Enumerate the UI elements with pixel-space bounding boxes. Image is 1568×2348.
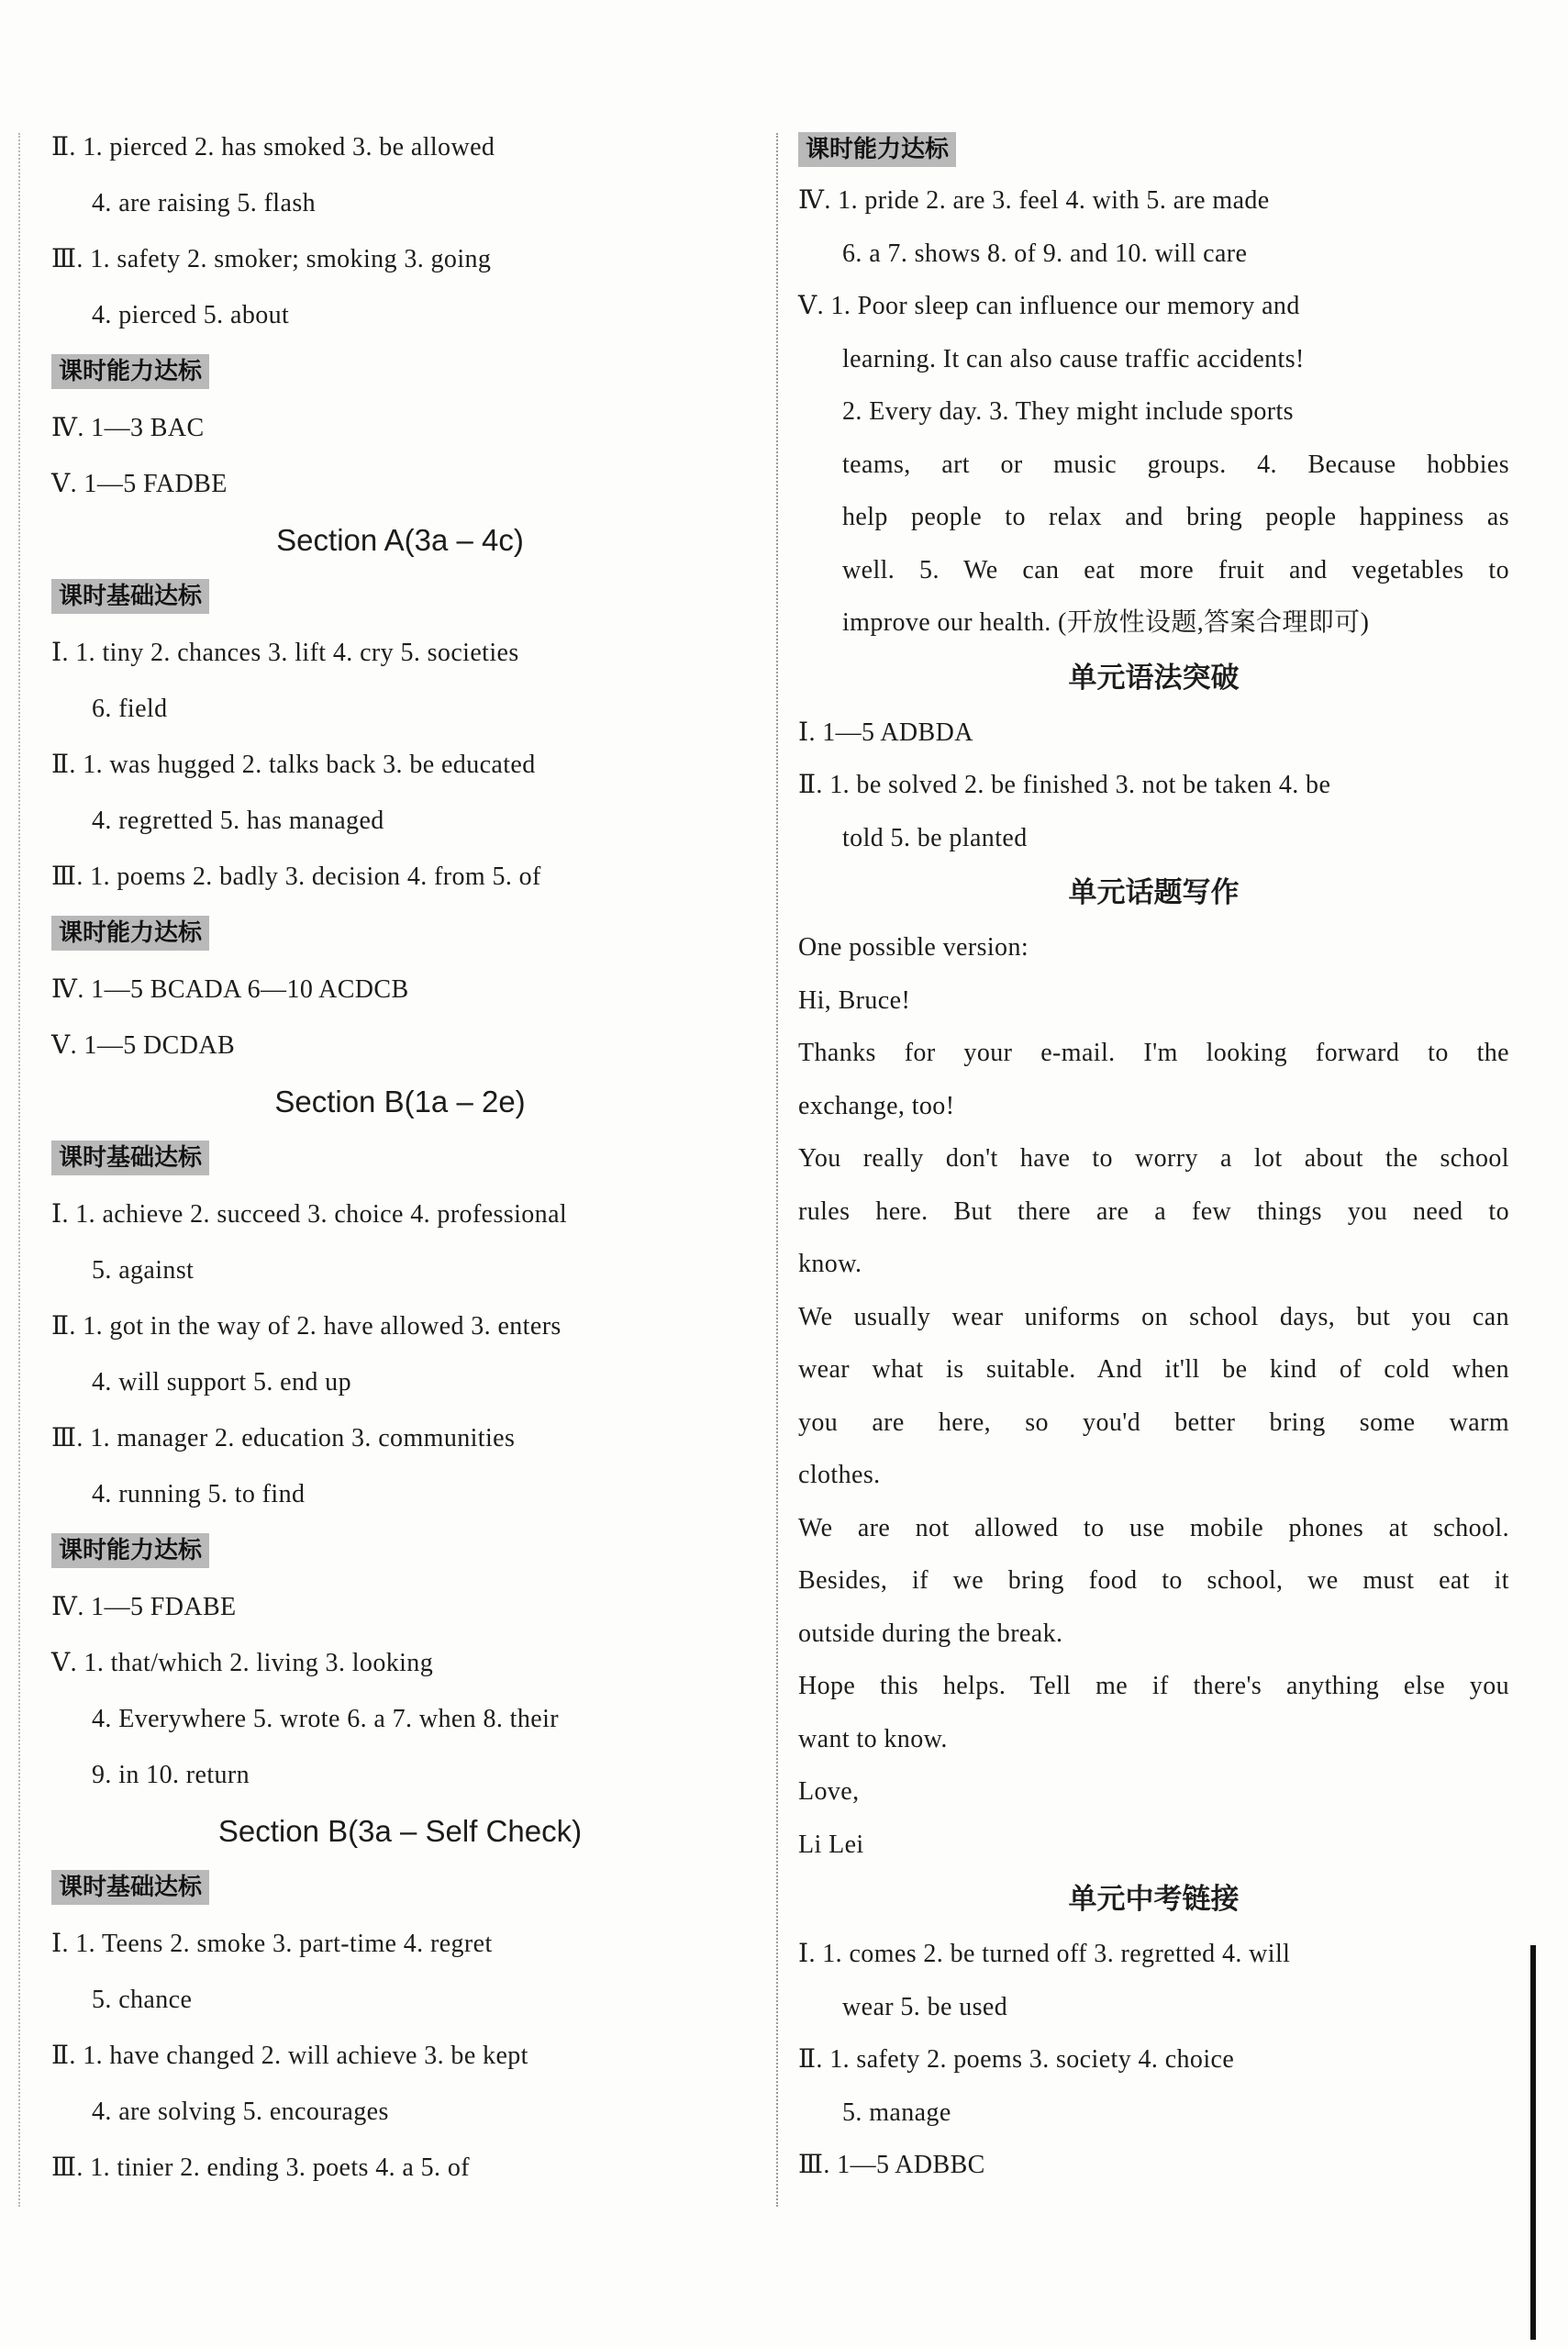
answer-line: 5. chance: [92, 1986, 193, 2014]
left-column: [51, 119, 749, 2196]
answer-line: Ⅱ. 1. pierced 2. has smoked 3. be allowed: [51, 133, 495, 161]
answer-line: help people to relax and bring people happiness as: [842, 503, 1509, 531]
answer-line: Ⅴ. 1—5 DCDAB: [51, 1031, 236, 1060]
answer-line: Ⅴ. 1. that/which 2. living 3. looking: [51, 1649, 434, 1677]
section-heading: Section A(3a – 4c): [276, 523, 524, 557]
ability-label: 课时能力达标: [51, 354, 209, 389]
answer-line: 5. against: [92, 1256, 195, 1285]
answer-line: 9. in 10. return: [92, 1761, 250, 1789]
page-edge-bar: [1530, 1945, 1536, 2340]
grammar-heading: 单元语法突破: [1068, 661, 1240, 695]
answer-line: Ⅰ. 1—5 ADBDA: [798, 718, 973, 747]
answer-line: improve our health. (开放性设题,答案合理即可): [842, 608, 1370, 637]
ability-label: 课时能力达标: [51, 916, 209, 951]
answer-line: Ⅰ. 1. Teens 2. smoke 3. part-time 4. regret: [51, 1930, 493, 1958]
answer-line: 6. field: [92, 695, 168, 723]
essay-line: know.: [798, 1250, 862, 1278]
basic-label: 课时基础达标: [51, 579, 209, 614]
answer-line: 4. running 5. to find: [92, 1480, 306, 1508]
answer-line: Ⅲ. 1. manager 2. education 3. communities: [51, 1424, 516, 1452]
right-column: [798, 119, 1509, 2192]
answer-line: Ⅰ. 1. tiny 2. chances 3. lift 4. cry 5. societies: [51, 639, 519, 667]
answer-line: 6. a 7. shows 8. of 9. and 10. will care: [842, 239, 1248, 268]
answer-line: Ⅱ. 1. got in the way of 2. have allowed 3. enters: [51, 1312, 562, 1341]
answer-line: 2. Every day. 3. They might include sports: [842, 397, 1294, 426]
answer-line: 4. are raising 5. flash: [92, 189, 317, 217]
essay-line: One possible version:: [798, 933, 1029, 962]
answer-line: Ⅱ. 1. be solved 2. be finished 3. not be taken 4. be: [798, 771, 1331, 799]
essay-line: You really don't have to worry a lot about the school: [798, 1144, 1509, 1173]
ability-label: 课时能力达标: [51, 1533, 209, 1568]
essay-line: Hope this helps. Tell me if there's anything else you: [798, 1672, 1509, 1700]
section-heading: Section B(1a – 2e): [274, 1085, 526, 1118]
essay-line: Besides, if we bring food to school, we must eat it: [798, 1566, 1509, 1595]
answer-line: Ⅳ. 1—5 FDABE: [51, 1593, 237, 1621]
answer-line: Ⅳ. 1—3 BAC: [51, 414, 205, 442]
answer-line: 5. manage: [842, 2098, 951, 2127]
essay-line: want to know.: [798, 1724, 948, 1753]
answer-line: learning. It can also cause traffic accidents!: [842, 344, 1305, 373]
section-heading: Section B(3a – Self Check): [217, 1814, 583, 1848]
essay-line: We usually wear uniforms on school days, but you can: [798, 1302, 1509, 1331]
answer-line: 4. Everywhere 5. wrote 6. a 7. when 8. their: [92, 1705, 559, 1733]
answer-line: Ⅱ. 1. was hugged 2. talks back 3. be educated: [51, 751, 536, 779]
basic-label: 课时基础达标: [51, 1141, 209, 1175]
answer-line: wear 5. be used: [842, 1992, 1008, 2021]
answer-line: 4. will support 5. end up: [92, 1368, 351, 1397]
answer-line: Ⅰ. 1. achieve 2. succeed 3. choice 4. professional: [51, 1200, 568, 1229]
essay-line: Hi, Bruce!: [798, 985, 911, 1015]
essay-line: rules here. But there are a few things you need to: [798, 1196, 1509, 1226]
ability-label: 课时能力达标: [798, 132, 956, 167]
essay-line: Thanks for your e-mail. I'm looking forward to the: [798, 1039, 1509, 1067]
answer-line: Ⅴ. 1. Poor sleep can influence our memory and: [798, 292, 1300, 320]
answer-line: teams, art or music groups. 4. Because hobbies: [842, 450, 1509, 479]
writing-heading: 单元话题写作: [1068, 876, 1240, 909]
answer-line: told 5. be planted: [842, 823, 1028, 852]
answer-line: 4. pierced 5. about: [92, 301, 290, 329]
essay-line: clothes.: [798, 1461, 881, 1489]
answer-line: well. 5. We can eat more fruit and vegetables to: [842, 555, 1509, 584]
answer-line: Ⅳ. 1. pride 2. are 3. feel 4. with 5. are made: [798, 186, 1270, 215]
essay-line: Love,: [798, 1777, 860, 1806]
essay-line: We are not allowed to use mobile phones at school.: [798, 1513, 1509, 1542]
exam-heading: 单元中考链接: [1068, 1883, 1240, 1916]
answer-line: Ⅴ. 1—5 FADBE: [51, 470, 228, 498]
answer-line: Ⅰ. 1. comes 2. be turned off 3. regretted 4. will: [798, 1940, 1291, 1968]
answer-line: Ⅲ. 1. safety 2. smoker; smoking 3. going: [51, 245, 492, 273]
essay-line: wear what is suitable. And it'll be kind of cold when: [798, 1355, 1509, 1384]
answer-line: Ⅲ. 1—5 ADBBC: [798, 2151, 985, 2179]
answer-line: Ⅲ. 1. tinier 2. ending 3. poets 4. a 5. of: [51, 2153, 470, 2182]
essay-line: exchange, too!: [798, 1091, 955, 1120]
basic-label: 课时基础达标: [51, 1870, 209, 1905]
answer-line: Ⅳ. 1—5 BCADA 6—10 ACDCB: [51, 975, 409, 1004]
answer-line: Ⅱ. 1. have changed 2. will achieve 3. be kept: [51, 2042, 528, 2070]
essay-line: Li Lei: [798, 1830, 864, 1859]
essay-line: outside during the break.: [798, 1619, 1063, 1648]
answer-line: Ⅲ. 1. poems 2. badly 3. decision 4. from 5. of: [51, 862, 541, 891]
answer-line: 4. regretted 5. has managed: [92, 807, 384, 835]
answer-line: Ⅱ. 1. safety 2. poems 3. society 4. choice: [798, 2045, 1235, 2074]
essay-line: you are here, so you'd better bring some warm: [798, 1408, 1509, 1437]
left-margin-rule: [18, 133, 20, 2207]
answer-line: 4. are solving 5. encourages: [92, 2098, 389, 2126]
column-divider: [776, 133, 778, 2207]
